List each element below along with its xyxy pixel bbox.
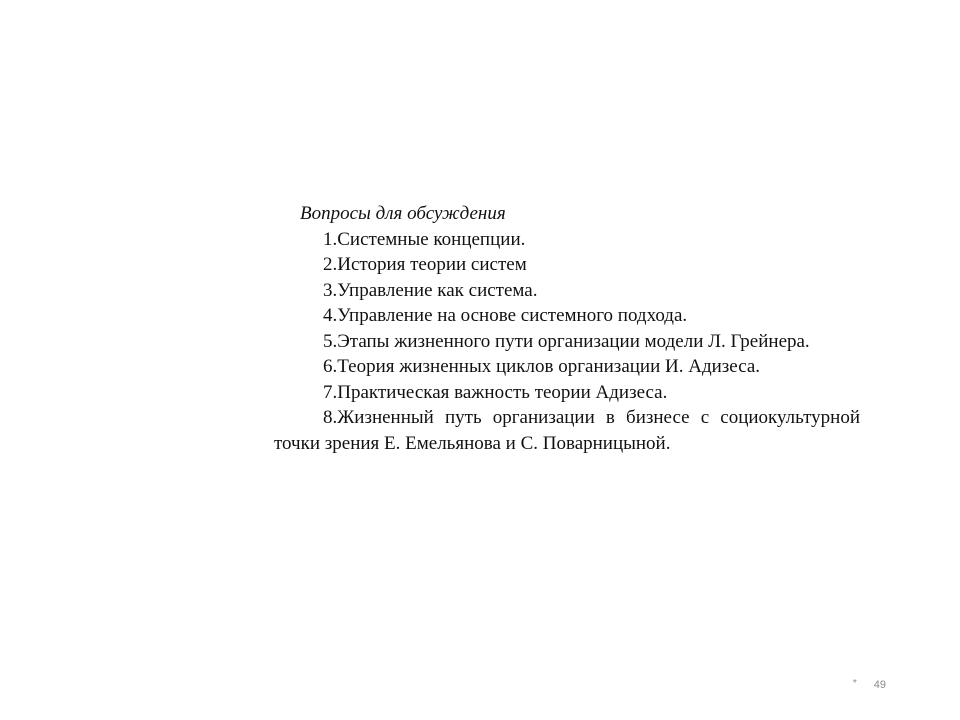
question-item: 3.Управление как система. [323,279,538,301]
question-item: 6.Теория жизненных циклов организации И. Адизеса. [323,356,761,377]
discussion-questions [274,201,860,456]
question-item: 5.Этапы жизненного пути организации модели Л. Грейнера. [323,330,810,352]
page-number: 49 [873,679,886,691]
question-item: 4.Управление на основе системного подхода. [323,305,688,326]
footer-bullet: * [852,678,857,689]
question-item: 8.Жизненный путь организации в бизнесе с социокультурной точки зрения Е. Емельянова и С. Поварницыной. [274,407,860,454]
question-item: 2.История теории систем [323,254,527,275]
question-item: 1.Системные концепции. [323,228,526,250]
question-item: 7.Практическая важность теории Адизеса. [323,381,668,403]
slide-footer [853,679,886,691]
questions-heading: Вопросы для обсуждения [300,203,506,224]
